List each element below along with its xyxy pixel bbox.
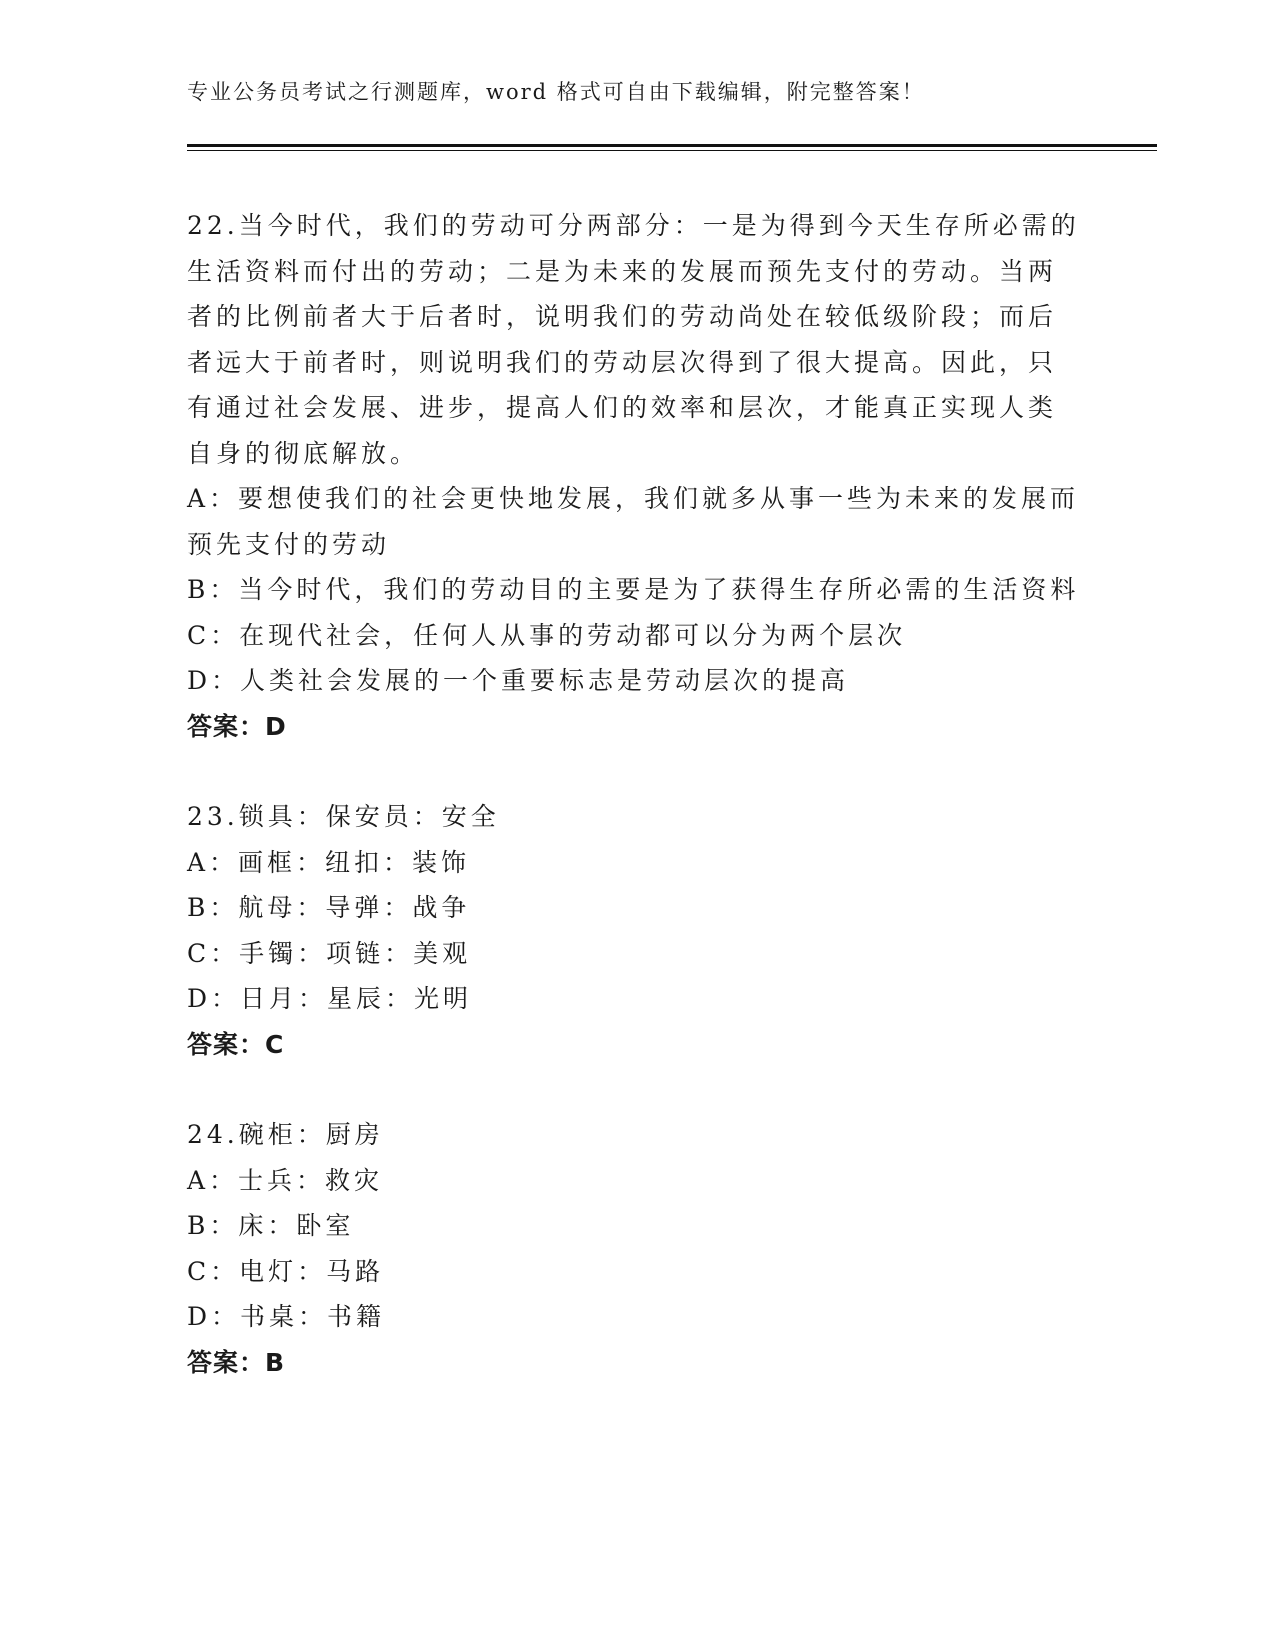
option-c: C：电灯：马路: [187, 1256, 385, 1286]
option-d: D：人类社会发展的一个重要标志是劳动层次的提高: [187, 666, 850, 695]
option-a: A：画框：纽扣：装饰: [187, 847, 471, 877]
question-stem: 24.碗柜：厨房: [187, 1120, 384, 1149]
page-header: 专业公务员考试之行测题库，word 格式可自由下载编辑，附完整答案！: [187, 80, 925, 104]
option-b: B：床：卧室: [187, 1211, 355, 1240]
question-22: [187, 203, 1087, 749]
option-b: B：航母：导弹：战争: [187, 893, 471, 922]
option-b: B：当今时代，我们的劳动目的主要是为了获得生存所必需的生活资料: [187, 575, 1080, 604]
question-stem: 22.当今时代，我们的劳动可分两部分：一是为得到今天生存所必需的 生活资料而付出的劳动；二是为未来的发展而预先支付的劳动。当两 者的比例前者大于后者时，说明我们的劳动尚处在较低级阶段；而后 者远大于前者时，则说明我们的劳动层次得到了很大提高。因此，只 有通过社会发展、进步，提高人们的效率和层次，才能真正实现人类 自身的彻底解放。: [187, 211, 1080, 468]
option-c: C：在现代社会，任何人从事的劳动都可以分为两个层次: [187, 620, 907, 650]
question-23: [187, 794, 1087, 1067]
header-rule-thick: [187, 144, 1157, 147]
option-a: A：要想使我们的社会更快地发展，我们就多从事一些为未来的发展而 预先支付的劳动: [187, 484, 1080, 559]
answer-line: 答案：B: [187, 1347, 286, 1377]
answer-line: 答案：C: [187, 1029, 285, 1059]
option-a: A：士兵：救灾: [187, 1165, 384, 1195]
header-rule-thin: [187, 150, 1157, 151]
option-d: D：书桌：书籍: [187, 1302, 386, 1331]
question-stem: 23.锁具：保安员：安全: [187, 802, 500, 831]
option-d: D：日月：星辰：光明: [187, 984, 473, 1013]
question-list: [187, 203, 1087, 1430]
question-24: [187, 1112, 1087, 1385]
option-c: C：手镯：项链：美观: [187, 938, 472, 968]
answer-line: 答案：D: [187, 711, 287, 741]
